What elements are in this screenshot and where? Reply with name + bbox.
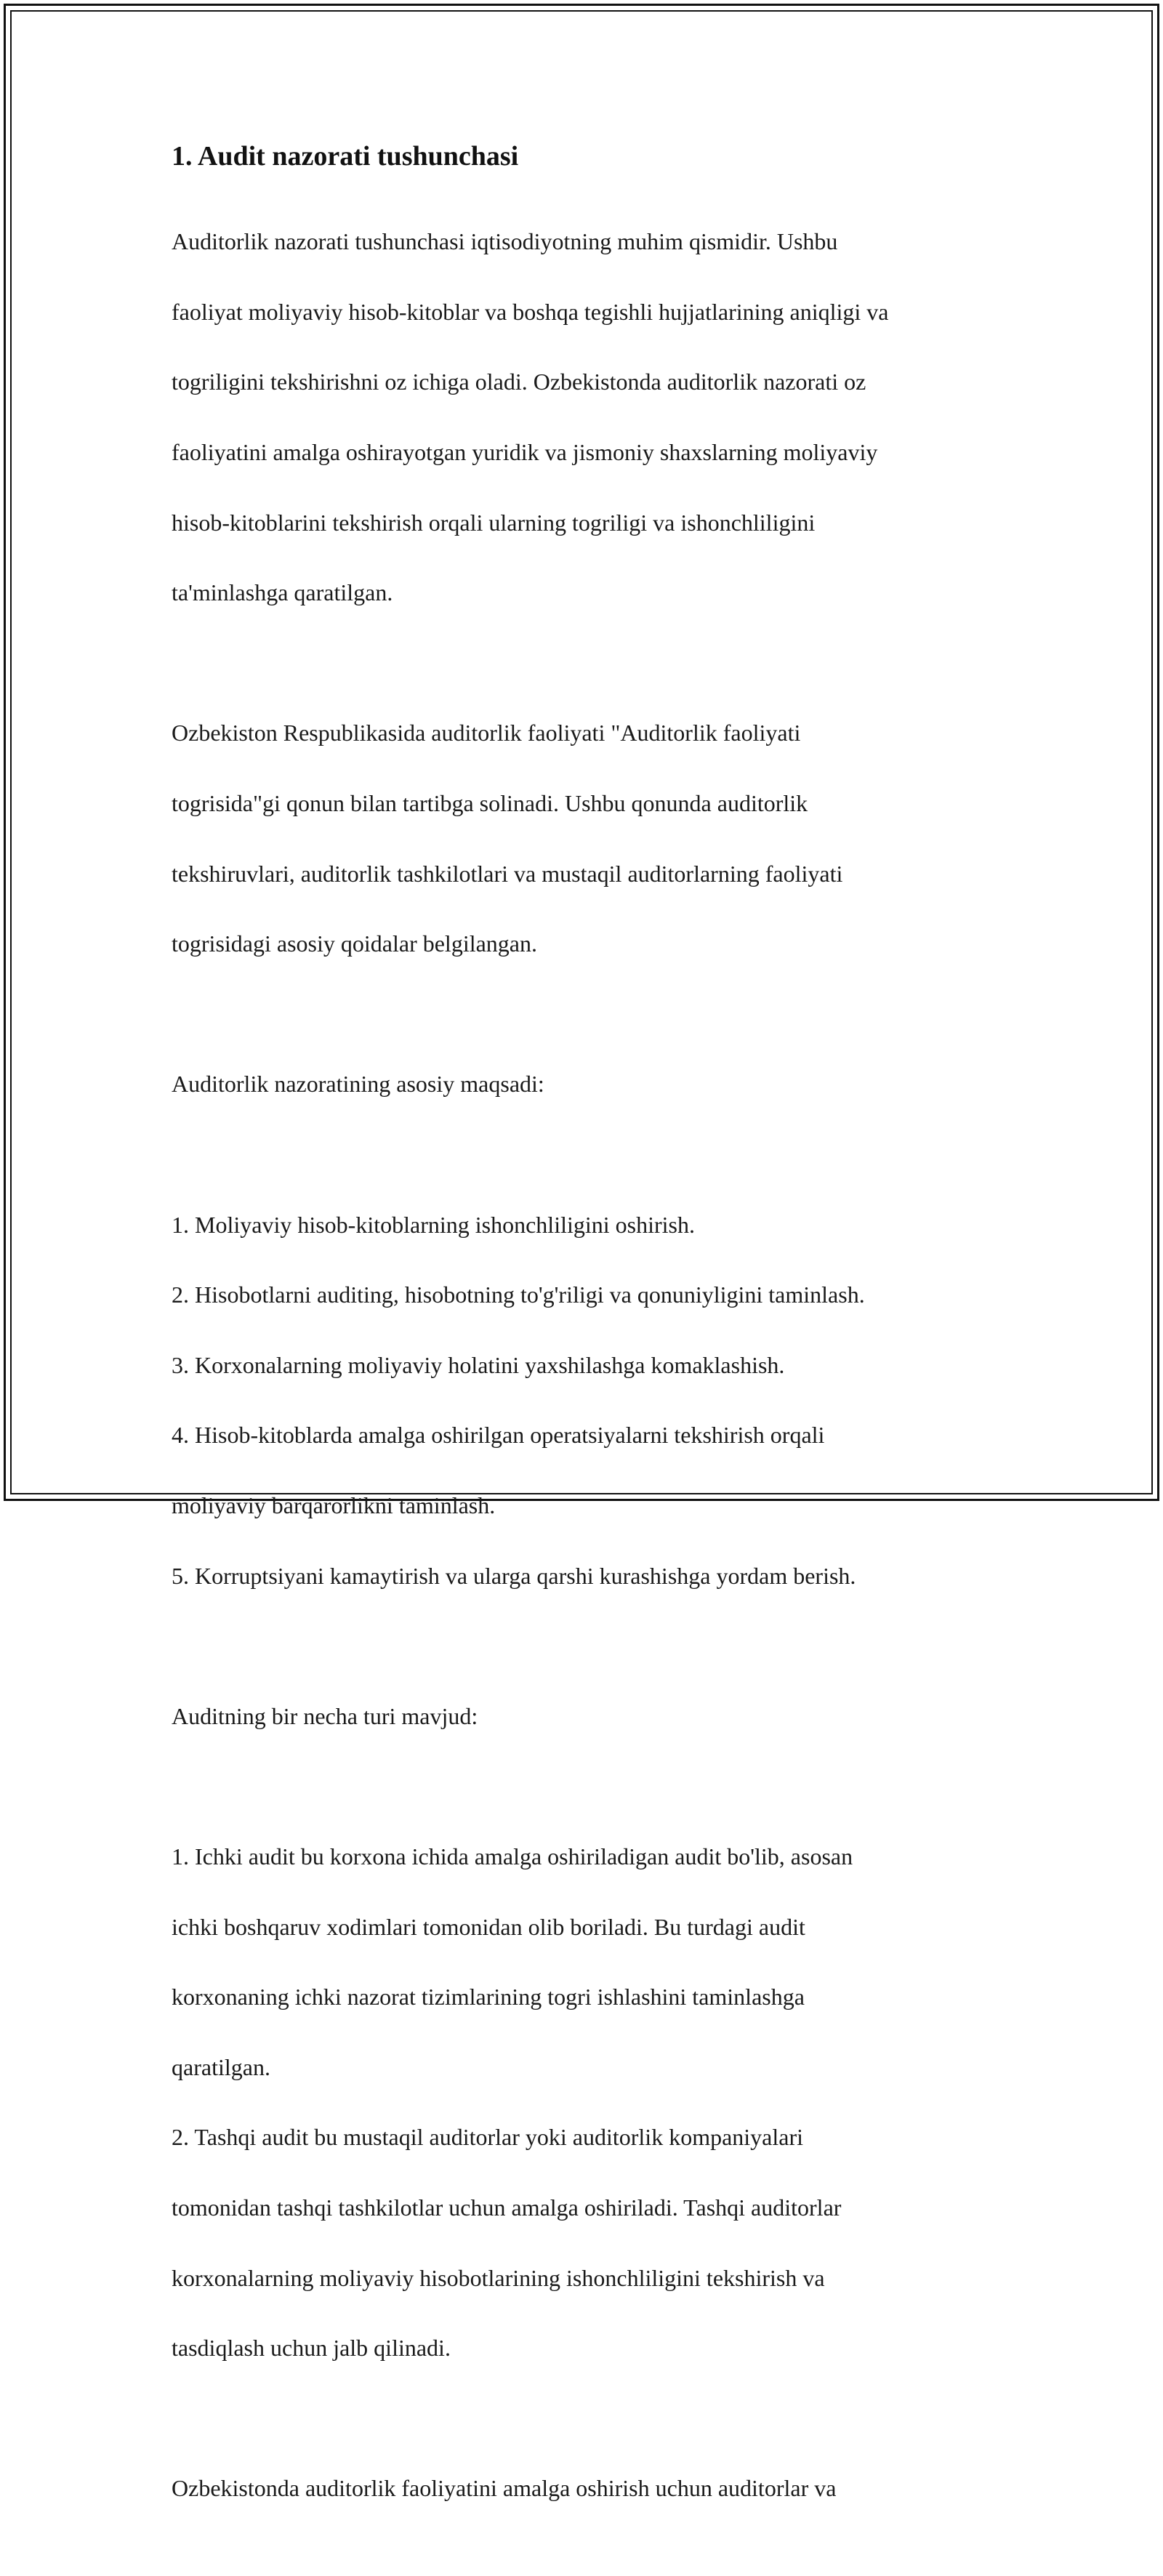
list-item: 4. Hisob-kitoblarda amalga oshirilgan operatsiyalarni tekshirish orqali [172, 1422, 825, 1449]
text-line: ta'minlashga qaratilgan. [172, 579, 393, 606]
list-item: 5. Korruptsiyani kamaytirish va ularga qarshi kurashishga yordam berish. [172, 1562, 856, 1589]
list-item: ichki boshqaruv xodimlari tomonidan olib boriladi. Bu turdagi audit [172, 1913, 805, 1940]
list-item: moliyaviy barqarorlikni taminlash. [172, 1492, 496, 1518]
audit-types-list [172, 1804, 1015, 2401]
text-line: Ozbekiston Respublikasida auditorlik faoliyati "Auditorlik faoliyati [172, 720, 801, 746]
text-line: Auditning bir necha turi mavjud: [172, 1702, 478, 1729]
text-line: faoliyat moliyaviy hisob-kitoblar va boshqa tegishli hujjatlarining aniqligi va [172, 298, 889, 325]
text-line: togrisida"gi qonun bilan tartibga solinadi. Ushbu qonunda auditorlik [172, 790, 808, 817]
list-item: qaratilgan. [172, 2053, 270, 2080]
paragraph-intro [172, 189, 1015, 645]
list-item: 2. Hisobotlarni auditing, hisobotning to'g'riligi va qonuniyligini taminlash. [172, 1281, 865, 1308]
list-item: 1. Moliyaviy hisob-kitoblarning ishonchliligini oshirish. [172, 1211, 695, 1238]
paragraph-law [172, 680, 1015, 997]
text-line: Ozbekistonda auditorlik faoliyatini amalga oshirish uchun auditorlar va [172, 2475, 837, 2502]
paragraph-goals-intro [172, 1031, 1015, 1137]
list-item: tomonidan tashqi tashkilotlar uchun amalga oshiriladi. Tashqi auditorlar [172, 2194, 842, 2221]
list-item: 2. Tashqi audit bu mustaqil auditorlar yoki auditorlik kompaniyalari [172, 2124, 804, 2151]
text-line: togrisidagi asosiy qoidalar belgilangan. [172, 930, 537, 957]
text-line: tekshiruvlari, auditorlik tashkilotlari va mustaqil auditorlarning faoliyati [172, 860, 843, 887]
list-item: 3. Korxonalarning moliyaviy holatini yaxshilashga komaklashish. [172, 1351, 785, 1378]
paragraph-types-intro [172, 1663, 1015, 1768]
text-line: Auditorlik nazoratining asosiy maqsadi: [172, 1071, 544, 1098]
paragraph-closing [172, 2436, 1015, 2541]
text-line: hisob-kitoblarini tekshirish orqali ularning togriligi va ishonchliligini [172, 509, 816, 536]
text-line: faoliyatini amalga oshirayotgan yuridik va jismoniy shaxslarning moliyaviy [172, 439, 878, 466]
section-heading: 1. Audit nazorati tushunchasi [172, 141, 519, 172]
list-item: tasdiqlash uchun jalb qilinadi. [172, 2335, 451, 2362]
goals-list [172, 1172, 1015, 1628]
list-item: korxonaning ichki nazorat tizimlarining togri ishlashini taminlashga [172, 1984, 805, 2011]
list-item: 1. Ichki audit bu korxona ichida amalga oshiriladigan audit bo'lib, asosan [172, 1843, 853, 1869]
document-body [172, 138, 1015, 2576]
list-item: korxonalarning moliyaviy hisobotlarining ishonchliligini tekshirish va [172, 2264, 825, 2291]
text-line: togriligini tekshirishni oz ichiga oladi. Ozbekistonda auditorlik nazorati oz [172, 369, 866, 395]
text-line: Auditorlik nazorati tushunchasi iqtisodiyotning muhim qismidir. Ushbu [172, 228, 838, 255]
